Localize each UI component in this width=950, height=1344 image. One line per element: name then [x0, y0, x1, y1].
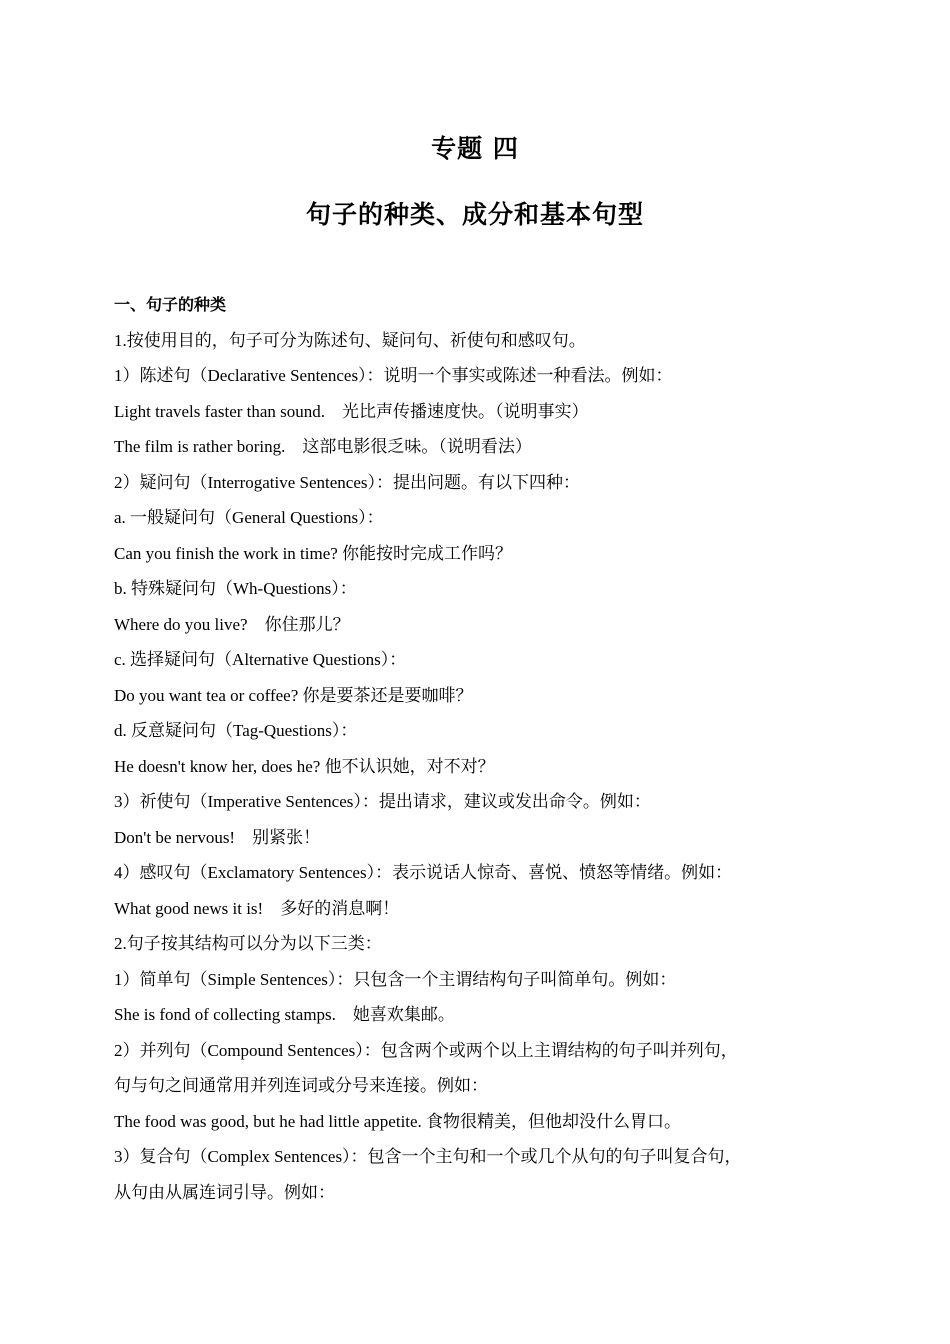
- text-line: 3）复合句（Complex Sentences）：包含一个主句和一个或几个从句的句子叫复合句，: [114, 1147, 742, 1166]
- text-line: 2.句子按其结构可以分为以下三类：: [114, 934, 382, 953]
- text-line: 4）感叹句（Exclamatory Sentences）：表示说话人惊奇、喜悦、愤怒等情绪。例如：: [114, 863, 733, 882]
- text-line: 1）陈述句（Declarative Sentences）：说明一个事实或陈述一种看法。例如：: [114, 366, 673, 385]
- text-line: 1）简单句（Simple Sentences）：只包含一个主谓结构句子叫简单句。例如：: [114, 969, 677, 989]
- text-line: 从句由从属连词引导。例如：: [114, 1182, 335, 1202]
- section-heading: 一、句子的种类: [114, 295, 227, 314]
- example-line: She is fond of collecting stamps. 她喜欢集邮。: [114, 1005, 455, 1024]
- text-line: 3）祈使句（Imperative Sentences）：提出请求，建议或发出命令。例如：: [114, 792, 651, 811]
- example-line: Do you want tea or coffee? 你是要茶还是要咖啡？: [114, 685, 473, 705]
- example-line: Where do you live? 你住那儿？: [114, 614, 350, 634]
- text-line: a. 一般疑问句（General Questions）：: [114, 508, 384, 527]
- page-subtitle: 句子的种类、成分和基本句型: [305, 200, 644, 229]
- example-line: Don't be nervous! 别紧张！: [114, 827, 321, 847]
- text-line: 2）疑问句（Interrogative Sentences）：提出问题。有以下四种：: [114, 472, 581, 492]
- page-title: 专题 四: [431, 134, 519, 163]
- text-line: d. 反意疑问句（Tag-Questions）：: [114, 721, 358, 740]
- text-line: 2）并列句（Compound Sentences）：包含两个或两个以上主谓结构的句子叫并列句，: [114, 1040, 738, 1060]
- text-line: b. 特殊疑问句（Wh-Questions）：: [114, 579, 357, 598]
- text-line: 1.按使用目的，句子可分为陈述句、疑问句、祈使句和感叹句。: [114, 330, 586, 350]
- document-body: [114, 287, 854, 1210]
- example-line: The food was good, but he had little appetite. 食物很精美，但他却没什么胃口。: [114, 1111, 682, 1131]
- example-line: What good news it is! 多好的消息啊！: [114, 898, 400, 918]
- text-line: c. 选择疑问句（Alternative Questions）：: [114, 650, 407, 669]
- text-line: 句与句之间通常用并列连词或分号来连接。例如：: [114, 1076, 488, 1095]
- example-line: Light travels faster than sound. 光比声传播速度快。（说明事实）: [114, 401, 589, 421]
- example-line: He doesn't know her, does he? 他不认识她，对不对？: [114, 756, 495, 776]
- example-line: Can you finish the work in time? 你能按时完成工作吗？: [114, 543, 513, 563]
- example-line: The film is rather boring. 这部电影很乏味。（说明看法）: [114, 437, 532, 456]
